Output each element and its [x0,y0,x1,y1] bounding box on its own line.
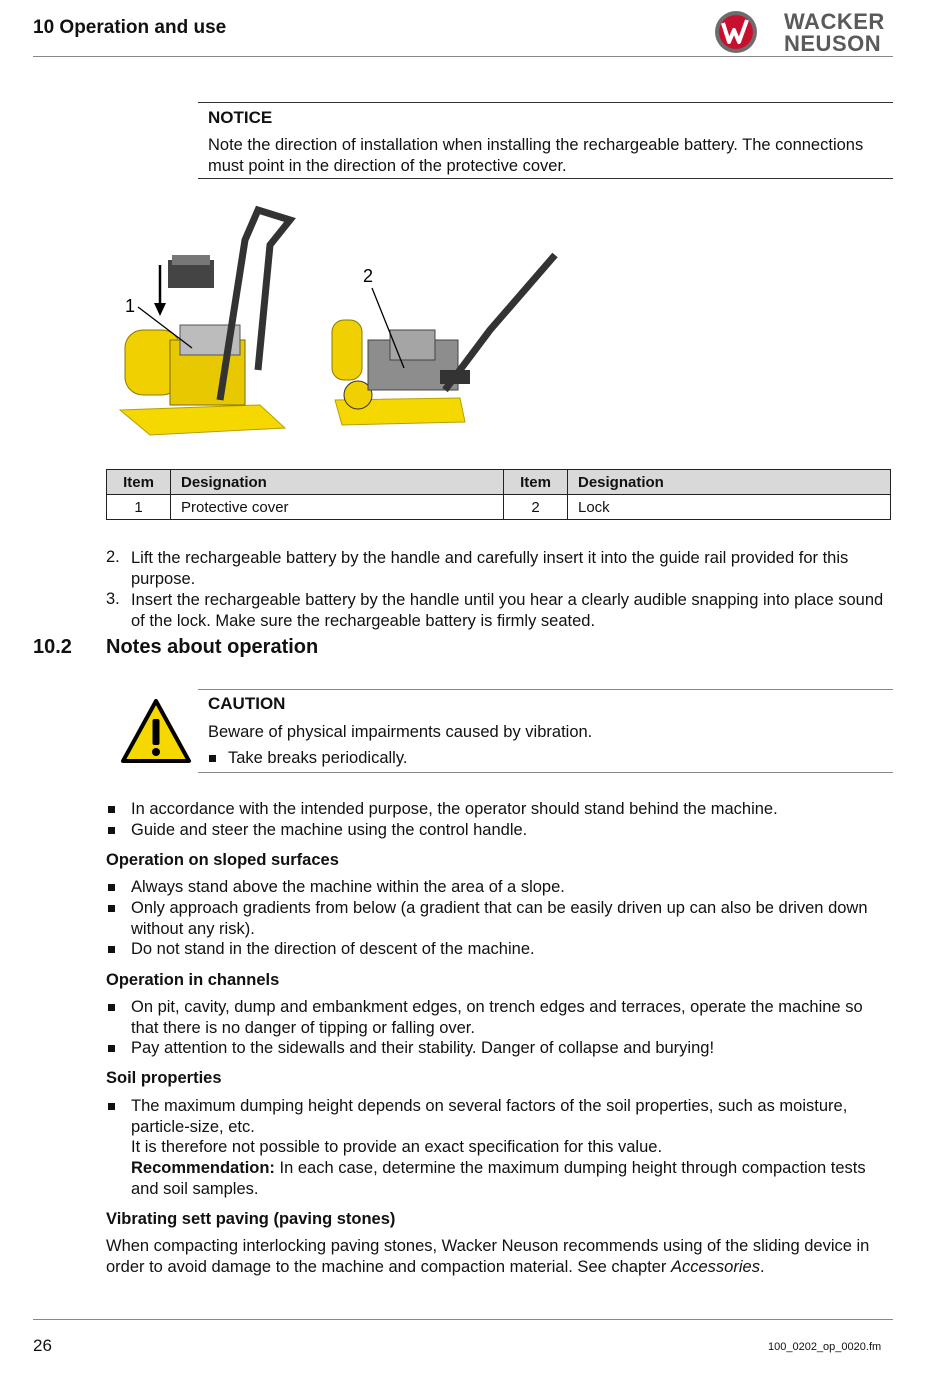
bullet-marker [108,1045,115,1052]
subheading-paving: Vibrating sett paving (paving stones) [106,1210,396,1228]
table-header-row [107,470,891,495]
list-item: In accordance with the intended purpose, the operator should stand behind the machine. [131,800,778,818]
callout-2: 2 [363,266,374,286]
caution-top-rule [198,689,893,690]
caution-bottom-rule [198,772,893,773]
notice-bottom-rule [198,178,893,179]
column-header: Designation [171,470,504,495]
list-item: On pit, cavity, dump and embankment edges, on trench edges and terraces, operate the machine so that there is no danger of tipping or falling over. [131,998,863,1037]
bullet-marker [209,755,216,762]
paving-text-end: . [759,1258,765,1276]
column-header: Designation [568,470,891,495]
step-number: 3. [106,590,120,608]
bullet-marker [108,946,115,953]
list-item: The maximum dumping height depends on several factors of the soil properties, such as moisture, particle-size, etc. [131,1097,848,1136]
chapter-title: 10 Operation and use [33,17,227,38]
notice-top-rule [198,102,893,103]
paving-text: When compacting interlocking paving stones, Wacker Neuson recommends using of the sliding device in order to avoid damage to the machine and compaction material. See chapter [106,1237,870,1276]
brand-line-2: NEUSON [784,31,882,56]
paving-paragraph [106,1236,893,1278]
caution-text: Beware of physical impairments caused by vibration. [208,723,593,741]
soil-recommendation [131,1158,893,1200]
column-header: Item [107,470,171,495]
page-number: 26 [33,1336,52,1355]
recommendation-label: Recommendation: [131,1159,275,1177]
bullet-marker [108,806,115,813]
file-name: 100_0202_op_0020.fm [768,1341,882,1353]
brand-line-1: WACKER [784,9,885,34]
table-cell: 1 [107,495,171,520]
subheading-channels: Operation in channels [106,971,280,989]
section-number: 10.2 [33,636,72,658]
machine-illustration-left [120,210,290,435]
accessories-reference: Accessories [671,1258,760,1276]
caution-bullet: Take breaks periodically. [228,749,408,767]
bullet-marker [108,827,115,834]
subheading-sloped: Operation on sloped surfaces [106,851,339,869]
list-item: Only approach gradients from below (a gradient that can be easily driven up can also be driven down without any risk). [131,899,868,938]
battery-installation-figure [110,200,570,445]
section-title: Notes about operation [106,636,319,658]
table-row [107,495,891,520]
wacker-neuson-logo [714,8,892,56]
list-item: Pay attention to the sidewalls and their stability. Danger of collapse and burying! [131,1039,715,1057]
subheading-soil: Soil properties [106,1069,222,1087]
list-item: Guide and steer the machine using the control handle. [131,821,528,839]
bullet-marker [108,1004,115,1011]
step-number: 2. [106,548,120,566]
table-cell: 2 [504,495,568,520]
bullet-marker [108,1103,115,1110]
step-text: Insert the rechargeable battery by the handle until you hear a clearly audible snapping into place sound of the lock. Make sure the rechargeable battery is firmly seated. [131,591,884,630]
step-text: Lift the rechargeable battery by the handle and carefully insert it into the guide rail provided for this purpose. [131,549,849,588]
list-item: Do not stand in the direction of descent of the machine. [131,940,535,958]
caution-heading: CAUTION [208,694,286,713]
notice-text: Note the direction of installation when installing the rechargeable battery. The connections must point in the direction of the protective cover. [208,136,864,175]
bullet-marker [108,905,115,912]
table-cell: Protective cover [171,495,504,520]
bullet-marker [108,884,115,891]
callout-1: 1 [125,296,136,316]
column-header: Item [504,470,568,495]
table-cell: Lock [568,495,891,520]
recommendation-text: In each case, determine the maximum dumping height through compaction tests and soil samples. [131,1159,866,1198]
warning-triangle-icon [120,698,192,764]
header-rule [33,56,893,57]
notice-heading: NOTICE [208,108,273,127]
soil-note: It is therefore not possible to provide an exact specification for this value. [131,1138,663,1156]
list-item: Always stand above the machine within the area of a slope. [131,878,565,896]
legend-table [106,469,891,520]
footer-rule [33,1319,893,1320]
